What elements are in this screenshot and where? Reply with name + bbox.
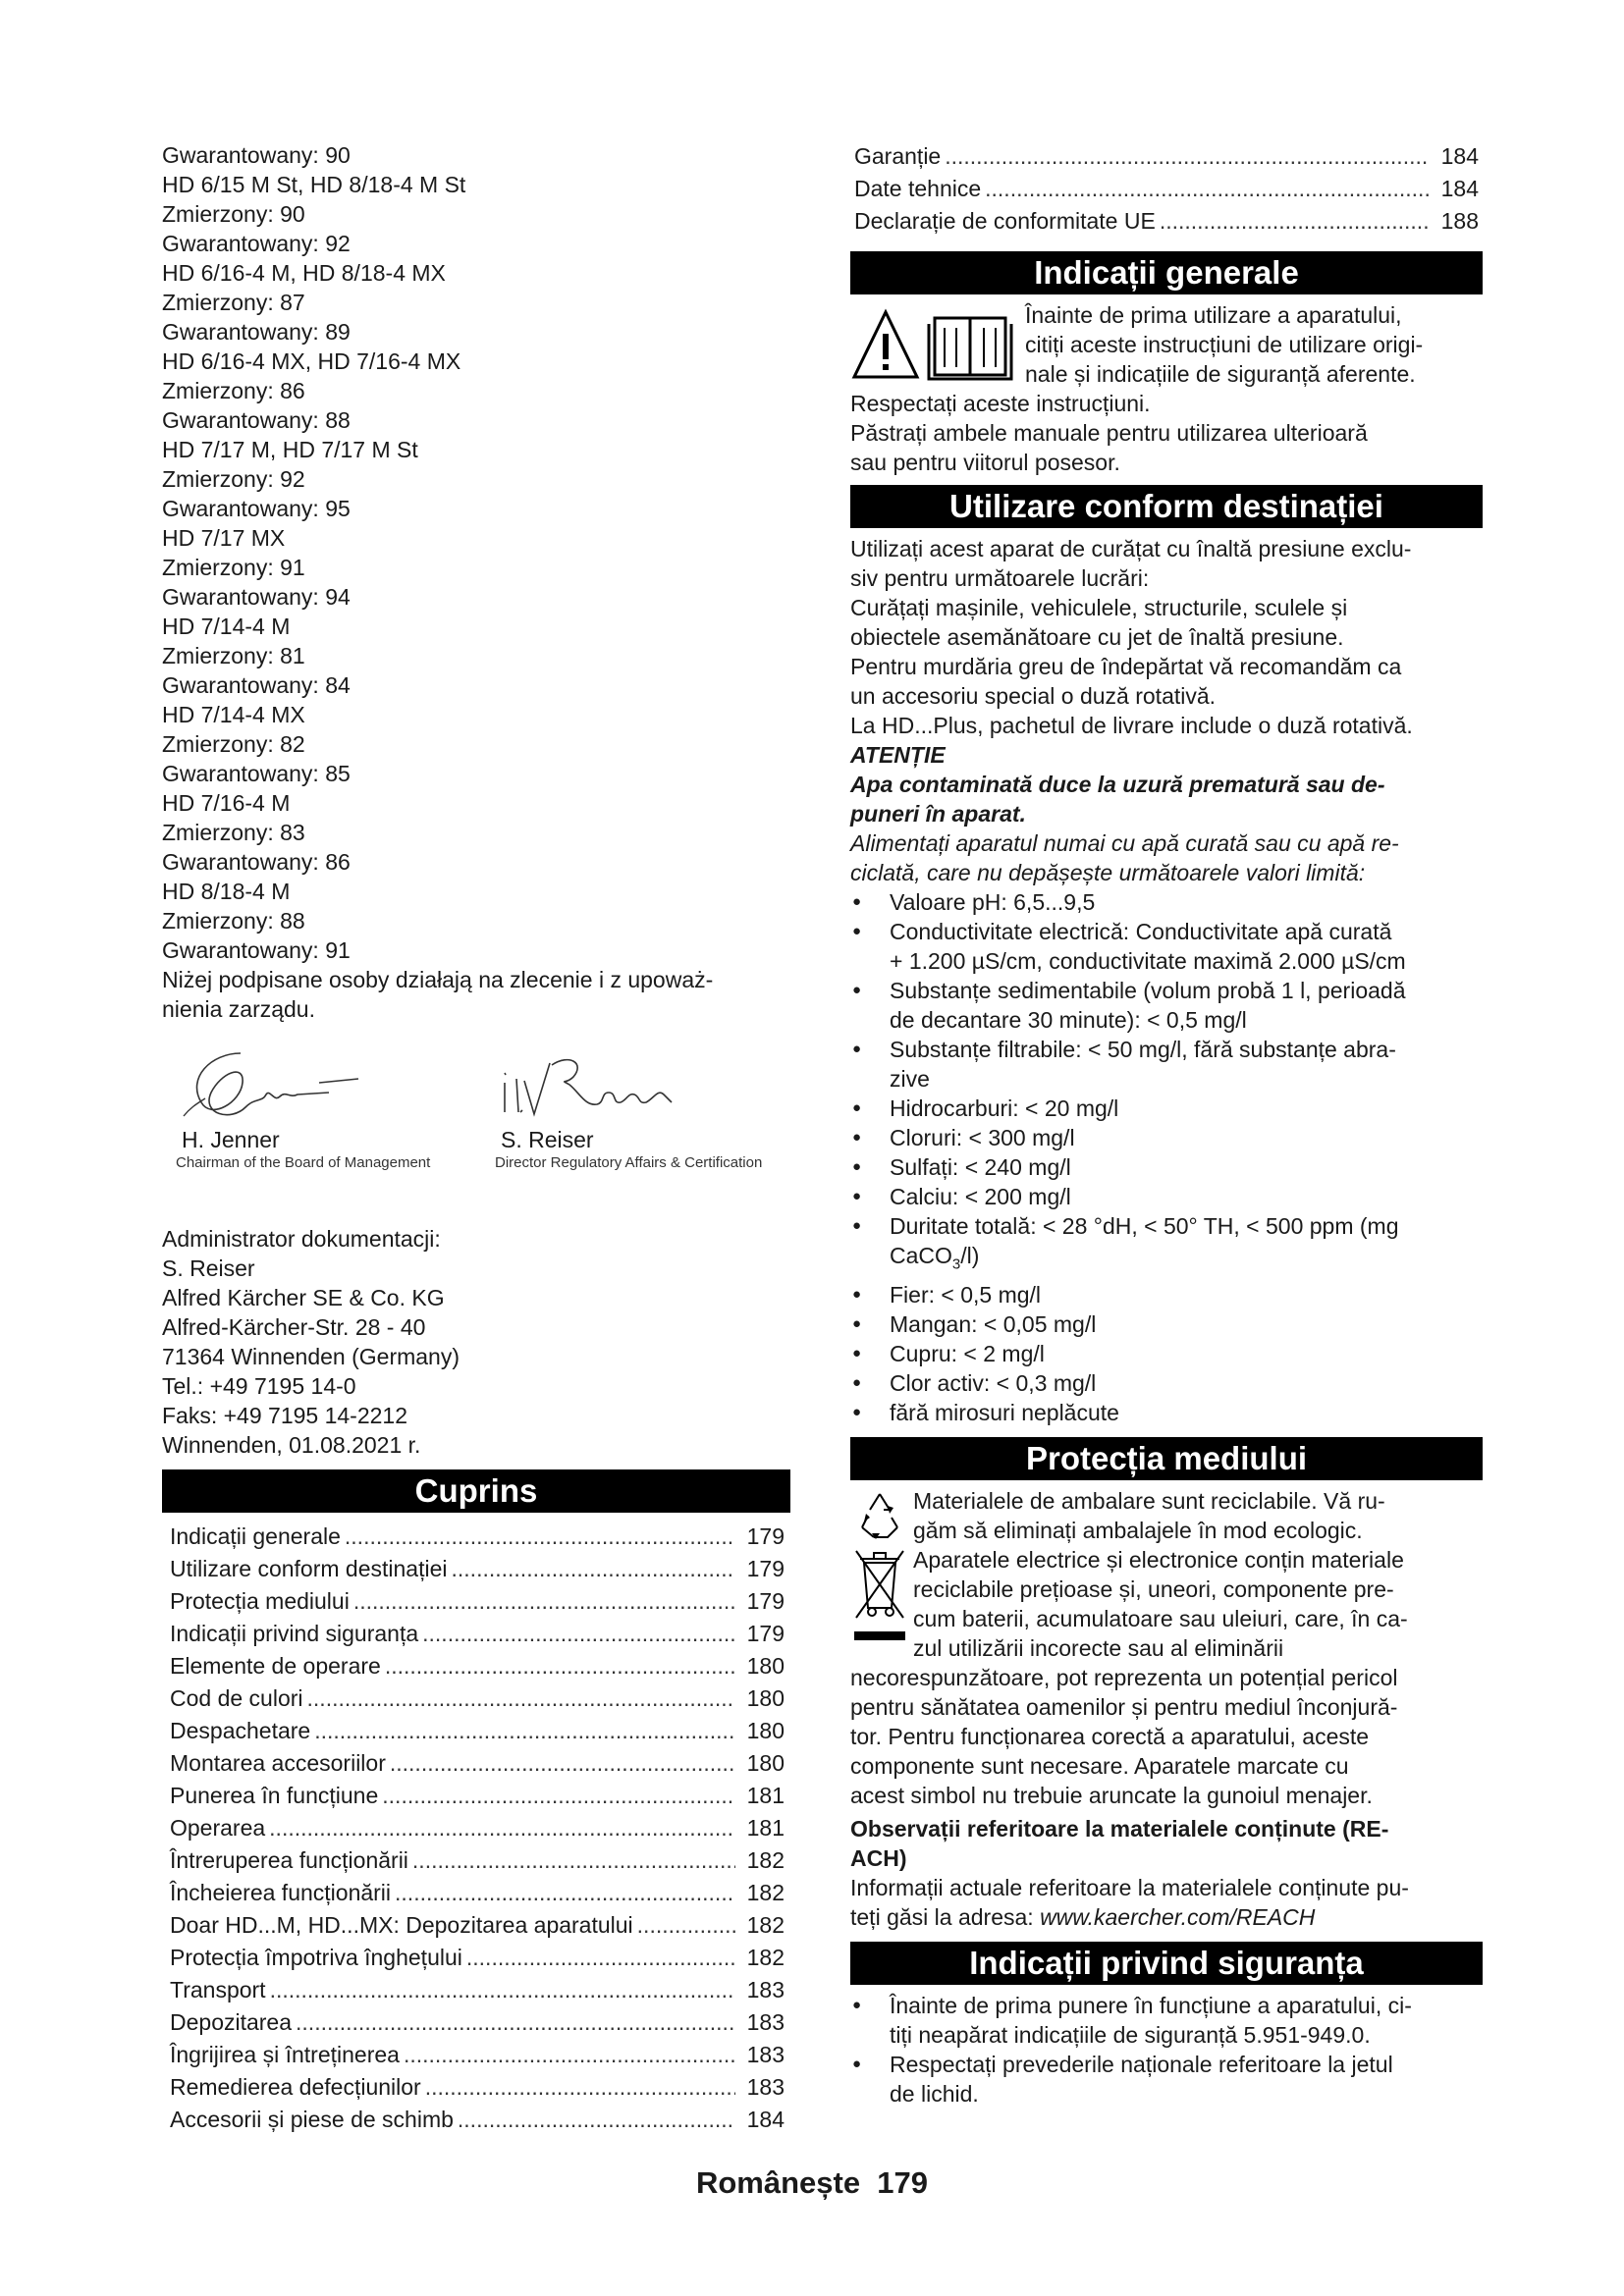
toc-entry[interactable] (162, 1715, 790, 1747)
toc-leader-dots (395, 1877, 735, 1909)
section-heading-general: Indicații generale (850, 251, 1483, 294)
toc-entry[interactable] (162, 1521, 790, 1553)
usage-text (850, 534, 1483, 740)
toc-entry-title: Transport (170, 1977, 266, 2002)
toc-leader-dots (314, 1715, 735, 1747)
text-line: obiectele asemănătoare cu jet de înaltă presiune. (850, 624, 1344, 650)
text-line: reciclabile prețioase și, uneori, componente pre- (913, 1575, 1394, 1602)
signature-reiser (491, 1034, 776, 1173)
toc-entry-title: Operarea (170, 1815, 266, 1841)
noise-value-line: Gwarantowany: 90 (162, 142, 351, 168)
address-line: S. Reiser (162, 1255, 255, 1281)
toc-entry-title: Depozitarea (170, 2009, 293, 2035)
noise-value-line: Zmierzony: 88 (162, 908, 305, 934)
noise-value-line: Zmierzony: 82 (162, 731, 305, 757)
signatory-title: Chairman of the Board of Management (176, 1154, 431, 1171)
toc-leader-dots (404, 2039, 735, 2071)
table-of-contents-continued (850, 140, 1483, 238)
noise-value-line: Gwarantowany: 95 (162, 496, 351, 521)
noise-value-line: HD 6/15 M St, HD 8/18-4 M St (162, 172, 466, 197)
toc-entry-title: Date tehnice (854, 176, 982, 201)
recycling-note (850, 1486, 1483, 1545)
toc-entry-page: 181 (746, 1783, 785, 1808)
limit-value-item: ● Substanțe filtrabile: < 50 mg/l, fără substanțe abra- zive (850, 1035, 1483, 1094)
safety-note-item: ● Respectați prevederile naționale referitoare la jetul de lichid. (850, 2050, 1483, 2109)
text-line: Pentru murdăria greu de îndepărtat vă recomandăm ca (850, 654, 1402, 679)
toc-entry-page: 188 (1440, 208, 1479, 234)
text-line: Aparatele electrice și electronice conțin materiale (913, 1546, 1404, 1573)
limit-value-item: ● Conductivitate electrică: Conductivitate apă curată + 1.200 µS/cm, conductivitate maximă 2.000 µS/cm (850, 917, 1483, 976)
handwritten-signature-icon (491, 1034, 727, 1132)
toc-leader-dots (412, 1844, 735, 1877)
toc-entry-page: 180 (746, 1750, 785, 1776)
toc-leader-dots (466, 1942, 735, 1974)
noise-value-line: Gwarantowany: 92 (162, 231, 351, 256)
text-line: găm să eliminați ambalajele în mod ecologic. (913, 1517, 1363, 1543)
toc-entry-title: Întreruperea funcționării (170, 1847, 408, 1873)
toc-entry-page: 182 (746, 1880, 785, 1905)
toc-leader-dots (345, 1521, 735, 1553)
toc-entry-page: 182 (746, 1945, 785, 1970)
toc-entry[interactable] (162, 1553, 790, 1585)
toc-leader-dots (985, 173, 1430, 205)
noise-value-line: Zmierzony: 83 (162, 820, 305, 845)
recycle-icon (852, 1488, 907, 1543)
toc-entry-title: Protecția mediului (170, 1588, 350, 1614)
noise-value-line: Gwarantowany: 91 (162, 937, 351, 963)
text-line: Curățați mașinile, vehiculele, structurile, sculele și (850, 595, 1348, 620)
noise-values-list (162, 140, 790, 965)
toc-leader-dots (1160, 205, 1430, 238)
toc-entry[interactable] (850, 173, 1483, 205)
toc-leader-dots (425, 2071, 735, 2104)
toc-leader-dots (422, 1618, 735, 1650)
toc-entry-title: Punerea în funcțiune (170, 1783, 379, 1808)
noise-value-line: HD 8/18-4 M (162, 879, 291, 904)
address-line: Faks: +49 7195 14-2212 (162, 1403, 407, 1428)
safety-note-item: ● Înainte de prima punere în funcțiune a aparatului, ci- tiți neapărat indicațiile de siguranță 5.951-949.0. (850, 1991, 1483, 2050)
text-line: La HD...Plus, pachetul de livrare include o duză rotativă. (850, 713, 1413, 738)
text-line: pentru sănătatea oamenilor și pentru mediul înconjură- (850, 1693, 1398, 1720)
page-footer (0, 2165, 1624, 2201)
reach-text (850, 1873, 1483, 1932)
toc-entry-title: Îngrijirea și întreținerea (170, 2042, 400, 2067)
signatory-title: Director Regulatory Affairs & Certification (495, 1154, 763, 1171)
toc-leader-dots (307, 1682, 735, 1715)
toc-heading: Cuprins (162, 1469, 790, 1513)
toc-entry-page: 184 (746, 2107, 785, 2132)
limit-value-item: ● Duritate totală: < 28 °dH, < 50° TH, < 500 ppm (mg CaCO$_3$/l) (850, 1211, 1483, 1280)
toc-entry-page: 182 (746, 1912, 785, 1938)
noise-value-line: Zmierzony: 86 (162, 378, 305, 403)
toc-entry-page: 183 (746, 2009, 785, 2035)
water-requirements-text (850, 828, 1483, 887)
toc-entry-page: 183 (746, 2042, 785, 2067)
toc-leader-dots (296, 2006, 735, 2039)
toc-entry[interactable] (162, 2006, 790, 2039)
toc-entry-title: Protecția împotriva înghețului (170, 1945, 462, 1970)
text-line: Respectați aceste instrucțiuni. (850, 391, 1151, 416)
reach-text-prefix: teți găsi la adresa: (850, 1903, 1041, 1930)
warning-and-manual-icon (850, 304, 1017, 383)
toc-entry-title: Elemente de operare (170, 1653, 381, 1679)
signing-statement (162, 965, 790, 1024)
noise-value-line: Zmierzony: 87 (162, 290, 305, 315)
toc-entry-title: Indicații generale (170, 1523, 341, 1549)
signatures (162, 1034, 790, 1210)
address-line: Winnenden, 01.08.2021 r. (162, 1432, 421, 1458)
address-line: Alfred-Kärcher-Str. 28 - 40 (162, 1314, 426, 1340)
attention-label: ATENȚIE (850, 742, 946, 768)
toc-entry-title: Doar HD...M, HD...MX: Depozitarea aparatului (170, 1912, 633, 1938)
text-line: nale și indicațiile de siguranță aferente. (1025, 361, 1416, 387)
crossed-out-bin-icon (852, 1547, 907, 1663)
toc-entry-title: Despachetare (170, 1718, 311, 1743)
text-line: necorespunzătoare, pot reprezenta un potențial pericol (850, 1664, 1398, 1690)
documentation-admin (162, 1224, 790, 1460)
text-line: zul utilizării incorecte sau al eliminării (913, 1634, 1284, 1661)
toc-entry[interactable] (162, 1812, 790, 1844)
limit-value-item: ● fără mirosuri neplăcute (850, 1398, 1483, 1427)
general-intro (850, 300, 1483, 389)
toc-entry[interactable] (162, 1974, 790, 2006)
toc-entry-page: 179 (746, 1556, 785, 1581)
toc-entry[interactable] (850, 140, 1483, 173)
noise-value-line: HD 7/17 MX (162, 525, 286, 551)
toc-entry-title: Montarea accesoriilor (170, 1750, 386, 1776)
noise-value-line: Gwarantowany: 94 (162, 584, 351, 610)
toc-entry[interactable] (162, 1585, 790, 1618)
text-line: nienia zarządu. (162, 996, 315, 1022)
text-line: Niżej podpisane osoby działają na zlecenie i z upoważ- (162, 967, 714, 992)
text-line: Alimentați aparatul numai cu apă curată sau cu apă re- (850, 830, 1399, 856)
toc-entry[interactable] (850, 205, 1483, 238)
limit-value-item: ● Valoare pH: 6,5...9,5 (850, 887, 1483, 917)
text-line: Păstrați ambele manuale pentru utilizarea ulterioară (850, 420, 1368, 446)
toc-entry[interactable] (162, 2104, 790, 2136)
text-line: componente sunt necesare. Aparatele marcate cu (850, 1752, 1349, 1779)
text-line: ACH) (850, 1844, 907, 1871)
toc-entry[interactable] (162, 2039, 790, 2071)
toc-entry-title: Garanție (854, 143, 942, 169)
text-line: puneri în aparat. (850, 801, 1026, 827)
toc-entry-page: 180 (746, 1718, 785, 1743)
limit-value-item: ● Calciu: < 200 mg/l (850, 1182, 1483, 1211)
footer-language: Românește (695, 2165, 861, 2200)
limit-value-item: ● Clor activ: < 0,3 mg/l (850, 1368, 1483, 1398)
noise-value-line: Gwarantowany: 84 (162, 672, 351, 698)
signature-jenner (172, 1034, 457, 1173)
toc-entry[interactable] (162, 1780, 790, 1812)
toc-leader-dots (452, 1553, 735, 1585)
general-text (850, 389, 1483, 477)
toc-leader-dots (353, 1585, 735, 1618)
text-line: Materialele de ambalare sunt reciclabile. Vă ru- (913, 1487, 1385, 1514)
text-line: cum baterii, acumulatoare sau uleiuri, care, în ca- (913, 1605, 1408, 1631)
toc-entry-title: Cod de culori (170, 1685, 303, 1711)
footer-page-number: 179 (877, 2165, 929, 2200)
water-limit-values (850, 887, 1483, 1427)
toc-entry[interactable] (162, 1942, 790, 1974)
toc-entry-page: 183 (746, 1977, 785, 2002)
limit-value-item: ● Mangan: < 0,05 mg/l (850, 1309, 1483, 1339)
toc-entry[interactable] (162, 2071, 790, 2104)
toc-entry[interactable] (162, 1682, 790, 1715)
section-heading-usage: Utilizare conform destinației (850, 485, 1483, 528)
toc-leader-dots (945, 140, 1430, 173)
toc-leader-dots (390, 1747, 735, 1780)
toc-entry-title: Indicații privind siguranța (170, 1621, 419, 1646)
toc-entry[interactable] (162, 1650, 790, 1682)
text-line: citiți aceste instrucțiuni de utilizare origi- (1025, 332, 1424, 357)
toc-entry-title: Remedierea defecțiunilor (170, 2074, 421, 2100)
noise-value-line: Gwarantowany: 88 (162, 407, 351, 433)
text-line: sau pentru viitorul posesor. (850, 450, 1120, 475)
section-heading-safety: Indicații privind siguranța (850, 1942, 1483, 1985)
signatory-name: H. Jenner (182, 1127, 280, 1152)
toc-entry-page: 180 (746, 1653, 785, 1679)
toc-leader-dots (270, 1974, 735, 2006)
limit-value-item: ● Fier: < 0,5 mg/l (850, 1280, 1483, 1309)
text-line: ciclată, care nu depășește următoarele valori limită: (850, 860, 1366, 885)
address-line: Alfred Kärcher SE & Co. KG (162, 1285, 445, 1310)
address-line: 71364 Winnenden (Germany) (162, 1344, 460, 1369)
section-heading-environment: Protecția mediului (850, 1437, 1483, 1480)
toc-entry-title: Utilizare conform destinației (170, 1556, 448, 1581)
table-of-contents (162, 1521, 790, 2136)
toc-entry-page: 182 (746, 1847, 785, 1873)
left-column (162, 140, 790, 2136)
text-line: siv pentru următoarele lucrări: (850, 565, 1150, 591)
toc-entry[interactable] (162, 1844, 790, 1877)
toc-leader-dots (382, 1780, 735, 1812)
toc-entry[interactable] (162, 1747, 790, 1780)
noise-value-line: Zmierzony: 81 (162, 643, 305, 668)
safety-notes (850, 1991, 1483, 2109)
handwritten-signature-icon (172, 1034, 407, 1132)
limit-value-item: ● Cupru: < 2 mg/l (850, 1339, 1483, 1368)
text-line: Înainte de prima utilizare a aparatului, (1025, 302, 1402, 328)
toc-entry-title: Încheierea funcționării (170, 1880, 392, 1905)
reach-heading (850, 1814, 1483, 1873)
text-line: acest simbol nu trebuie aruncate la gunoiul menajer. (850, 1782, 1373, 1808)
noise-value-line: HD 7/16-4 M (162, 790, 291, 816)
toc-entry-page: 184 (1440, 176, 1479, 201)
toc-entry-page: 179 (746, 1621, 785, 1646)
address-line: Administrator dokumentacji: (162, 1226, 441, 1252)
noise-value-line: Zmierzony: 91 (162, 555, 305, 580)
weee-text-continued (850, 1663, 1483, 1810)
signatory-name: S. Reiser (501, 1127, 594, 1152)
text-line: Observații referitoare la materialele conținute (RE- (850, 1815, 1389, 1842)
toc-entry-page: 183 (746, 2074, 785, 2100)
toc-entry-page: 181 (746, 1815, 785, 1841)
noise-value-line: HD 6/16-4 M, HD 8/18-4 MX (162, 260, 446, 286)
attention-text (850, 770, 1483, 828)
text-line: Utilizați acest aparat de curățat cu înaltă presiune exclu- (850, 536, 1412, 561)
toc-entry-page: 179 (746, 1588, 785, 1614)
right-column (850, 140, 1483, 2109)
limit-value-item: ● Sulfați: < 240 mg/l (850, 1152, 1483, 1182)
toc-entry[interactable] (162, 1618, 790, 1650)
toc-entry-title: Accesorii și piese de schimb (170, 2107, 454, 2132)
noise-value-line: Gwarantowany: 89 (162, 319, 351, 345)
toc-entry-title: Declarație de conformitate UE (854, 208, 1156, 234)
text-line: tor. Pentru funcționarea corectă a aparatului, aceste (850, 1723, 1370, 1749)
toc-leader-dots (637, 1909, 735, 1942)
toc-leader-dots (269, 1812, 735, 1844)
noise-value-line: HD 7/14-4 M (162, 614, 291, 639)
toc-leader-dots (458, 2104, 735, 2136)
noise-value-line: Gwarantowany: 86 (162, 849, 351, 875)
limit-value-item: ● Hidrocarburi: < 20 mg/l (850, 1094, 1483, 1123)
address-line: Tel.: +49 7195 14-0 (162, 1373, 356, 1399)
toc-entry-page: 179 (746, 1523, 785, 1549)
noise-value-line: HD 7/17 M, HD 7/17 M St (162, 437, 418, 462)
toc-entry[interactable] (162, 1909, 790, 1942)
toc-leader-dots (385, 1650, 735, 1682)
limit-value-item: ● Cloruri: < 300 mg/l (850, 1123, 1483, 1152)
noise-value-line: Zmierzony: 90 (162, 201, 305, 227)
text-line: Apa contaminată duce la uzură prematură sau de- (850, 772, 1385, 797)
limit-value-item: ● Substanțe sedimentabile (volum probă 1 l, perioadă de decantare 30 minute): < 0,5 mg/l (850, 976, 1483, 1035)
noise-value-line: HD 6/16-4 MX, HD 7/16-4 MX (162, 348, 461, 374)
weee-note (850, 1545, 1483, 1663)
text-line: Informații actuale referitoare la materialele conținute pu- (850, 1874, 1409, 1900)
noise-value-line: Zmierzony: 92 (162, 466, 305, 492)
noise-value-line: Gwarantowany: 85 (162, 761, 351, 786)
toc-entry[interactable] (162, 1877, 790, 1909)
text-line: un accesoriu special o duză rotativă. (850, 683, 1217, 709)
reach-link[interactable]: www.kaercher.com/REACH (1040, 1903, 1316, 1930)
toc-entry-page: 180 (746, 1685, 785, 1711)
toc-entry-page: 184 (1440, 143, 1479, 169)
noise-value-line: HD 7/14-4 MX (162, 702, 305, 727)
